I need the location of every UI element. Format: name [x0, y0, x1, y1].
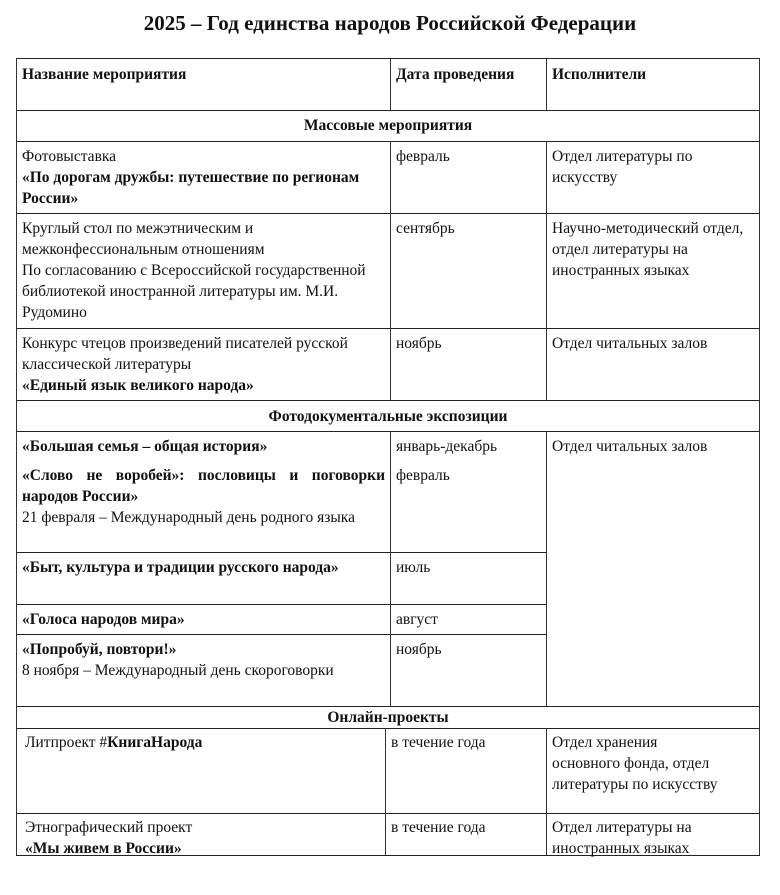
section-title: Массовые мероприятия — [303, 117, 473, 134]
event-title: Круглый стол по межэтническим и межконфессиональным отношениям — [22, 220, 265, 258]
section-title: Фотодокументальные экспозиции — [268, 408, 508, 425]
event-name — [17, 214, 390, 323]
event-performer: Научно-методический отдел, отдел литературы на иностранных языках — [552, 220, 744, 279]
event-note: 21 февраля – Международный день родного языка — [22, 509, 355, 526]
event-date: сентябрь — [396, 220, 455, 237]
event-date: август — [396, 611, 438, 628]
table-border-top — [16, 58, 760, 59]
event-title: «Голоса народов мира» — [22, 611, 185, 628]
event-name — [17, 728, 385, 753]
event-title: КнигаНарода — [107, 734, 203, 751]
event-title: «Быт, культура и традиции русского народа» — [22, 559, 339, 576]
event-title: «Мы живем в России» — [25, 840, 182, 857]
page-title: 2025 – Год единства народов Российской Федерации — [143, 11, 637, 35]
section-title: Онлайн-проекты — [327, 709, 449, 726]
event-title: «Слово не воробей»: пословицы и поговорки народов России» — [22, 467, 385, 505]
event-date: февраль — [396, 467, 450, 484]
event-type: Фотовыставка — [22, 148, 117, 165]
header-date: Дата проведения — [396, 66, 515, 83]
event-performer: Отдел читальных залов — [552, 335, 708, 352]
event-name — [17, 635, 390, 681]
event-date: в течение года — [391, 819, 486, 836]
event-name — [17, 461, 390, 528]
event-type: Этнографический проект — [25, 819, 193, 836]
event-date: ноябрь — [396, 335, 442, 352]
event-title: «Большая семья – общая история» — [22, 438, 268, 455]
event-title: «Попробуй, повтори!» — [22, 641, 177, 658]
table-border-right — [759, 58, 760, 855]
event-title: «Единый язык великого народа» — [22, 377, 254, 394]
header-performers: Исполнители — [552, 66, 647, 83]
event-type: Литпроект # — [25, 734, 108, 751]
event-name — [17, 329, 390, 396]
event-date: июль — [396, 559, 431, 576]
event-type: Конкурс чтецов произведений писателей русской классической литературы — [22, 335, 348, 373]
event-title: «По дорогам дружбы: путешествие по регионам России» — [22, 169, 360, 207]
event-note: По согласованию с Всероссийской государственной библиотекой иностранной литературы им. М.И. Рудомино — [22, 262, 366, 321]
event-performer: Отдел литературы на иностранных языках — [552, 819, 692, 857]
event-performer: Отдел хранения основного фонда, отдел литературы по искусству — [552, 734, 718, 793]
col-divider — [546, 431, 547, 706]
event-date: в течение года — [391, 734, 486, 751]
event-performer: Отдел литературы по искусству — [552, 148, 693, 186]
event-note: 8 ноября – Международный день скороговорки — [22, 662, 334, 679]
event-name — [17, 813, 385, 859]
event-name — [17, 142, 390, 209]
event-date: февраль — [396, 148, 450, 165]
event-performer: Отдел читальных залов — [552, 438, 708, 455]
header-event-name: Название мероприятия — [22, 66, 187, 83]
event-date: январь-декабрь — [396, 438, 498, 455]
table-divider — [16, 110, 760, 111]
table-divider — [16, 400, 760, 401]
event-date: ноябрь — [396, 641, 442, 658]
col-divider — [390, 141, 391, 400]
